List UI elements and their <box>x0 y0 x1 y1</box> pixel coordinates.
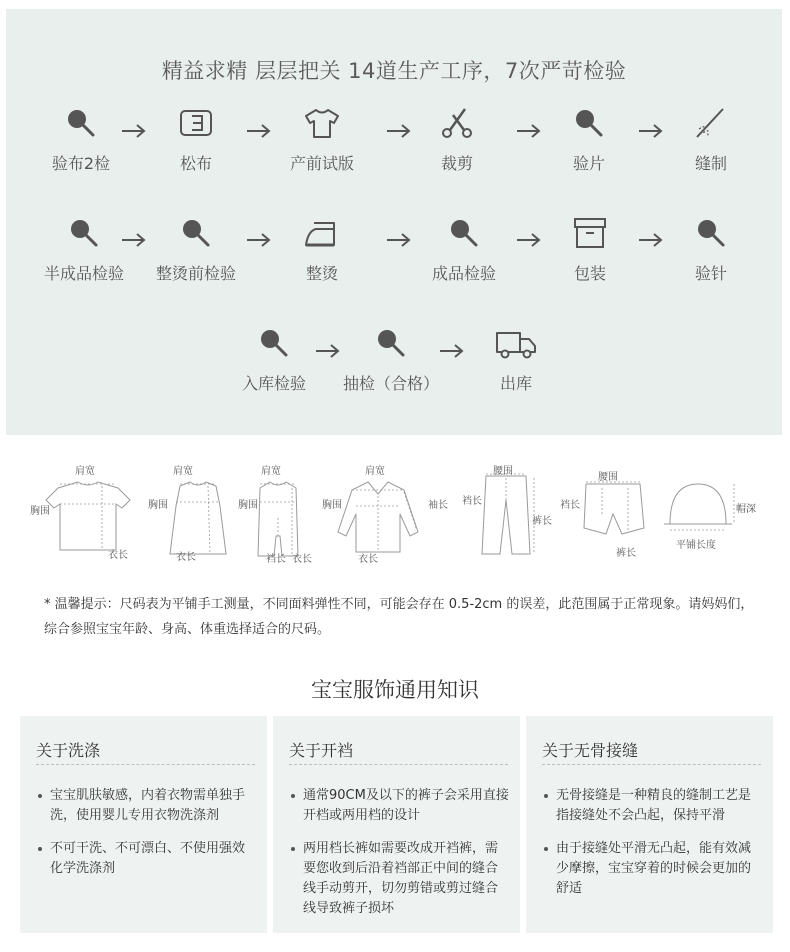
step-label: 成品检验 <box>431 264 496 283</box>
step-fabric-inspection <box>21 105 141 174</box>
magnifier-icon <box>446 215 482 251</box>
process-title: 精益求精 层层把关 14道生产工序，7次严苛检验 <box>161 59 627 83</box>
magnifier-icon <box>256 325 292 361</box>
step-label: 半成品检验 <box>43 264 124 283</box>
shorts-crotch-label: 裆长 <box>560 500 580 511</box>
romper-shoulder-label: 肩宽 <box>261 466 281 477</box>
step-pre-production-sample <box>262 105 382 174</box>
list-item: 两用档长裤如需要改成开裆裤，需要您收到后沿着裆部正中间的缝合线手动剪开，切勿剪错或剪过缝合线导致裤子损坏 <box>289 839 509 919</box>
tee-shoulder-label: 肩宽 <box>75 466 95 477</box>
step-spot-check <box>331 325 451 394</box>
list-item: 无骨接缝是一种精良的缝制工艺是指接缝处不会凸起，保持平滑 <box>542 786 762 826</box>
step-label: 验布2检 <box>51 154 111 173</box>
jacket-chest-label: 胸围 <box>322 500 342 511</box>
magnifier-icon <box>571 105 607 141</box>
card-list <box>289 786 509 932</box>
list-item: 不可干洗、不可漂白、不使用强效化学洗涤剂 <box>36 839 256 879</box>
list-item: 宝宝肌肤敏感，内着衣物需单独手洗，使用婴儿专用衣物洗涤剂 <box>36 786 256 826</box>
size-tip: * 温馨提示：尺码表为平铺手工测量，不同面料弹性不同，可能会存在 0.5-2cm 的误差，此范围属于正常现象。请妈妈们，综合参照宝宝年龄、身高、体重选择适合的尺码。 <box>44 597 754 637</box>
jacket-sleeve-label: 袖长 <box>428 500 448 511</box>
tee-length-label: 衣长 <box>108 550 128 561</box>
fabric-roll-icon <box>178 105 214 141</box>
romper-crotch-label: 裆长 <box>266 554 286 565</box>
magnifier-icon <box>373 325 409 361</box>
shorts-waist-label: 腰围 <box>598 472 618 483</box>
card-list <box>542 786 762 912</box>
step-label: 包装 <box>573 264 606 283</box>
step-label: 抽检（合格） <box>342 374 439 393</box>
divider <box>289 764 508 765</box>
hat-depth-label: 帽深 <box>736 504 756 515</box>
scissors-icon <box>439 105 475 141</box>
dress-shoulder-label: 肩宽 <box>173 466 193 477</box>
tshirt-icon <box>302 105 342 141</box>
card-seamless <box>526 716 773 933</box>
pants-waist-label: 腰围 <box>493 466 513 477</box>
tee-outline <box>46 482 130 550</box>
step-label: 缝制 <box>694 154 727 173</box>
shorts-length-label: 裤长 <box>616 548 636 559</box>
step-sewing <box>651 105 771 174</box>
card-title: 关于开裆 <box>289 741 354 760</box>
dress-chest-label: 胸围 <box>148 500 168 511</box>
step-label: 整烫前检验 <box>155 264 236 283</box>
card-open-crotch <box>273 716 520 933</box>
list-item: 由于接缝处平滑无凸起，能有效减少摩擦，宝宝穿着的时候会更加的舒适 <box>542 839 762 899</box>
step-semi-finished-inspection <box>24 215 144 284</box>
process-panel <box>6 9 782 435</box>
magnifier-icon <box>178 215 214 251</box>
step-label: 裁剪 <box>440 154 473 173</box>
step-finished-inspection <box>404 215 524 284</box>
hat-flat-length-label: 平铺长度 <box>676 540 716 551</box>
step-needle-detection <box>651 215 771 284</box>
step-packaging <box>530 215 650 284</box>
divider <box>542 764 761 765</box>
romper-chest-label: 胸围 <box>238 500 258 511</box>
shorts-outline <box>584 484 644 534</box>
step-pre-ironing-inspection <box>136 215 256 284</box>
dress-length-label: 衣长 <box>176 552 196 563</box>
divider <box>36 764 255 765</box>
step-ironing <box>262 215 382 284</box>
tee-chest-label: 胸围 <box>30 506 50 517</box>
dress-outline <box>170 482 226 554</box>
step-shipping <box>456 325 576 394</box>
card-title: 关于无骨接缝 <box>542 741 639 760</box>
step-label: 入库检验 <box>241 374 306 393</box>
romper-length-label: 衣长 <box>292 554 312 565</box>
step-relax-fabric <box>136 105 256 174</box>
list-item: 通常90CM及以下的裤子会采用直接开档或两用档的设计 <box>289 786 509 826</box>
step-cutting <box>397 105 517 174</box>
step-label: 产前试版 <box>289 154 354 173</box>
step-label: 整烫 <box>305 264 338 283</box>
jacket-shoulder-label: 肩宽 <box>365 466 385 477</box>
step-piece-inspection <box>529 105 649 174</box>
pants-length-label: 裤长 <box>532 516 552 527</box>
truck-icon <box>494 325 538 361</box>
jacket-length-label: 衣长 <box>358 554 378 565</box>
size-measurement-diagrams <box>30 456 760 576</box>
magnifier-icon <box>66 215 102 251</box>
iron-icon <box>302 215 342 251</box>
box-icon <box>572 215 608 251</box>
magnifier-icon <box>693 215 729 251</box>
card-washing <box>20 716 267 933</box>
step-warehouse-inspection <box>214 325 334 394</box>
garment-outlines <box>30 456 760 576</box>
pants-crotch-label: 裆长 <box>462 496 482 507</box>
card-title: 关于洗涤 <box>36 741 101 760</box>
step-label: 验针 <box>694 264 727 283</box>
step-label: 验片 <box>572 154 605 173</box>
step-label: 出库 <box>499 374 532 393</box>
needle-icon <box>693 105 729 141</box>
magnifier-icon <box>63 105 99 141</box>
hat-outline <box>664 484 732 524</box>
knowledge-title: 宝宝服饰通用知识 <box>311 678 479 702</box>
card-list <box>36 786 256 892</box>
step-label: 松布 <box>179 154 212 173</box>
